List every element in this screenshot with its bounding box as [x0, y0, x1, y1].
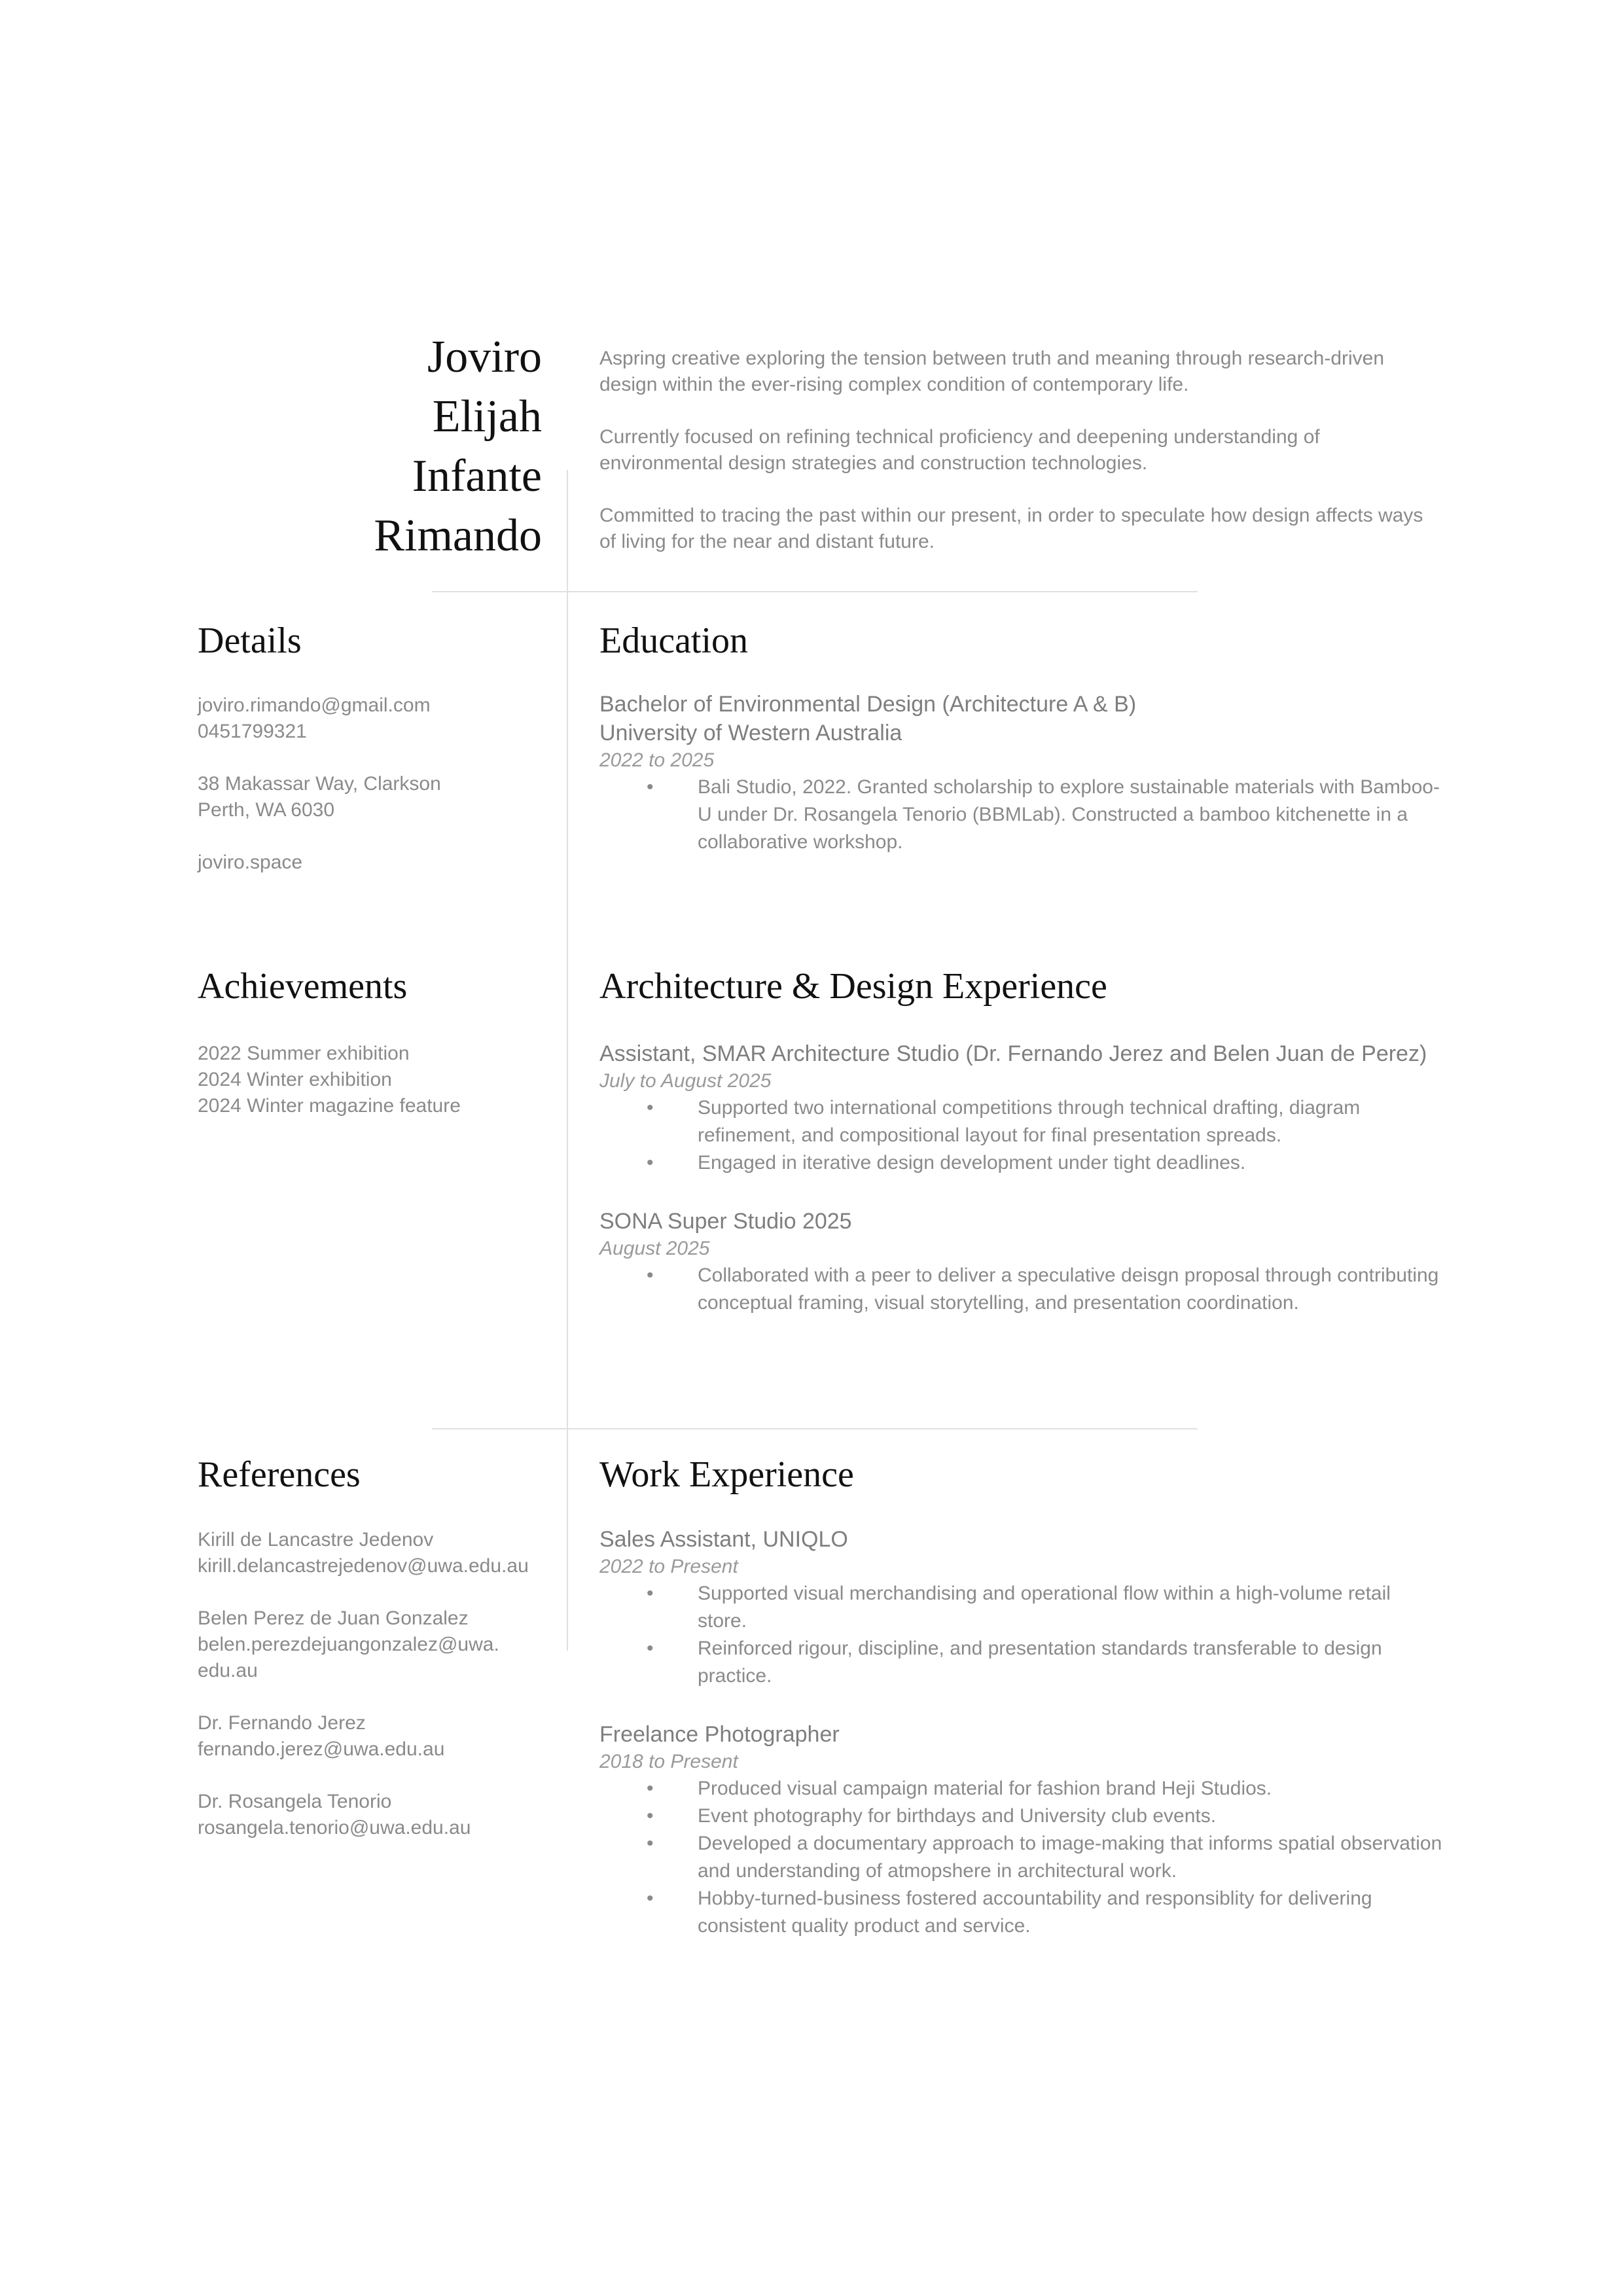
reference-email: edu.au	[198, 1660, 258, 1681]
achievement-item: 2024 Winter magazine feature	[198, 1095, 461, 1117]
school-name: University of Western Australia	[599, 721, 902, 745]
bullet-item: • Hobby-turned-business fostered accountability and responsiblity for delivering consistent quality product and service.	[698, 1885, 1444, 1940]
intro-paragraph: Committed to tracing the past within our present, in order to speculate how design affects ways of living for the near and distant future.	[599, 505, 1423, 552]
candidate-name	[262, 327, 542, 565]
horizontal-divider	[432, 1428, 1198, 1429]
name-line: Rimando	[374, 511, 542, 561]
job-title: Freelance Photographer	[599, 1722, 840, 1747]
intro-paragraph: Currently focused on refining technical proficiency and deepening understanding of environmental design strategies and construction technologies.	[599, 426, 1320, 474]
reference-email: kirill.delancastrejedenov@uwa.edu.au	[198, 1555, 529, 1577]
achievements-block	[198, 1041, 564, 1119]
vertical-divider	[567, 470, 568, 994]
education-date: 2022 to 2025	[599, 749, 715, 771]
bullet-item: • Engaged in iterative design development under tight deadlines.	[698, 1149, 1444, 1177]
bullet-item: • Bali Studio, 2022. Granted scholarship to explore sustainable materials with Bamboo-U under Dr. Rosangela Tenorio (BBMLab). Constructed a bamboo kitchenette in a collaborative workshop.	[698, 774, 1444, 856]
job-title: Assistant, SMAR Architecture Studio (Dr. Fernando Jerez and Belen Juan de Perez)	[599, 1041, 1427, 1066]
achievement-item: 2024 Winter exhibition	[198, 1069, 392, 1090]
job-date: August 2025	[599, 1238, 710, 1259]
achievements-heading: Achievements	[198, 966, 408, 1007]
achievement-item: 2022 Summer exhibition	[198, 1043, 410, 1064]
reference-name: Dr. Fernando Jerez	[198, 1712, 366, 1734]
job-date: 2022 to Present	[599, 1556, 738, 1577]
reference-name: Kirill de Lancastre Jedenov	[198, 1529, 434, 1551]
bullet-item: • Reinforced rigour, discipline, and presentation standards transferable to design practice.	[698, 1635, 1444, 1690]
bullet-item: • Event photography for birthdays and University club events.	[698, 1803, 1444, 1830]
bullet-item: • Developed a documentary approach to image-making that informs spatial observation and understanding of atmopshere in architectural work.	[698, 1830, 1444, 1885]
website-text: joviro.space	[198, 852, 303, 873]
job-title: Sales Assistant, UNIQLO	[599, 1527, 848, 1552]
job-date: July to August 2025	[599, 1070, 772, 1092]
reference-item	[198, 1605, 564, 1684]
horizontal-divider	[432, 591, 1198, 592]
name-line: Joviro	[427, 332, 542, 382]
address-line: Perth, WA 6030	[198, 799, 335, 821]
bullet-item: • Collaborated with a peer to deliver a speculative deisgn proposal through contributing conceptual framing, visual storytelling, and presentation coordination.	[698, 1262, 1444, 1317]
education-bullets	[599, 774, 1444, 856]
work-experience-heading: Work Experience	[599, 1454, 854, 1495]
arch-experience-heading: Architecture & Design Experience	[599, 966, 1107, 1007]
job-date: 2018 to Present	[599, 1751, 738, 1772]
education-heading: Education	[599, 620, 749, 661]
reference-item	[198, 1789, 564, 1841]
bullet-item: • Produced visual campaign material for fashion brand Heji Studios.	[698, 1775, 1444, 1803]
job-bullets	[599, 1262, 1444, 1317]
intro-statement	[599, 346, 1444, 581]
reference-email: rosangela.tenorio@uwa.edu.au	[198, 1817, 471, 1839]
bullet-item: • Supported two international competitions through technical drafting, diagram refinement, and compositional layout for final presentation spreads.	[698, 1094, 1444, 1149]
phone-text: 0451799321	[198, 721, 307, 742]
name-line: Infante	[412, 451, 542, 501]
job-bullets	[599, 1775, 1444, 1940]
bullet-item: • Supported visual merchandising and operational flow within a high-volume retail store.	[698, 1580, 1444, 1635]
work-experience-block	[599, 1525, 1444, 1970]
references-heading: References	[198, 1454, 361, 1495]
references-block	[198, 1527, 564, 1867]
reference-email: fernando.jerez@uwa.edu.au	[198, 1738, 445, 1760]
reference-item	[198, 1710, 564, 1763]
email-text: joviro.rimando@gmail.com	[198, 694, 431, 716]
address-line: 38 Makassar Way, Clarkson	[198, 773, 441, 795]
reference-name: Dr. Rosangela Tenorio	[198, 1791, 392, 1812]
details-block	[198, 692, 564, 902]
degree-title: Bachelor of Environmental Design (Architecture A & B)	[599, 692, 1137, 717]
reference-item	[198, 1527, 564, 1579]
name-line: Elijah	[432, 391, 542, 442]
vertical-divider	[567, 990, 568, 1651]
intro-paragraph: Aspring creative exploring the tension between truth and meaning through research-driven design within the ever-rising complex condition of contemporary life.	[599, 348, 1385, 395]
job-bullets	[599, 1580, 1444, 1690]
job-bullets	[599, 1094, 1444, 1177]
details-heading: Details	[198, 620, 302, 661]
education-block	[599, 690, 1444, 886]
job-title: SONA Super Studio 2025	[599, 1209, 852, 1234]
reference-name: Belen Perez de Juan Gonzalez	[198, 1607, 469, 1629]
reference-email: belen.perezdejuangonzalez@uwa.	[198, 1634, 499, 1655]
arch-experience-block	[599, 1039, 1444, 1347]
